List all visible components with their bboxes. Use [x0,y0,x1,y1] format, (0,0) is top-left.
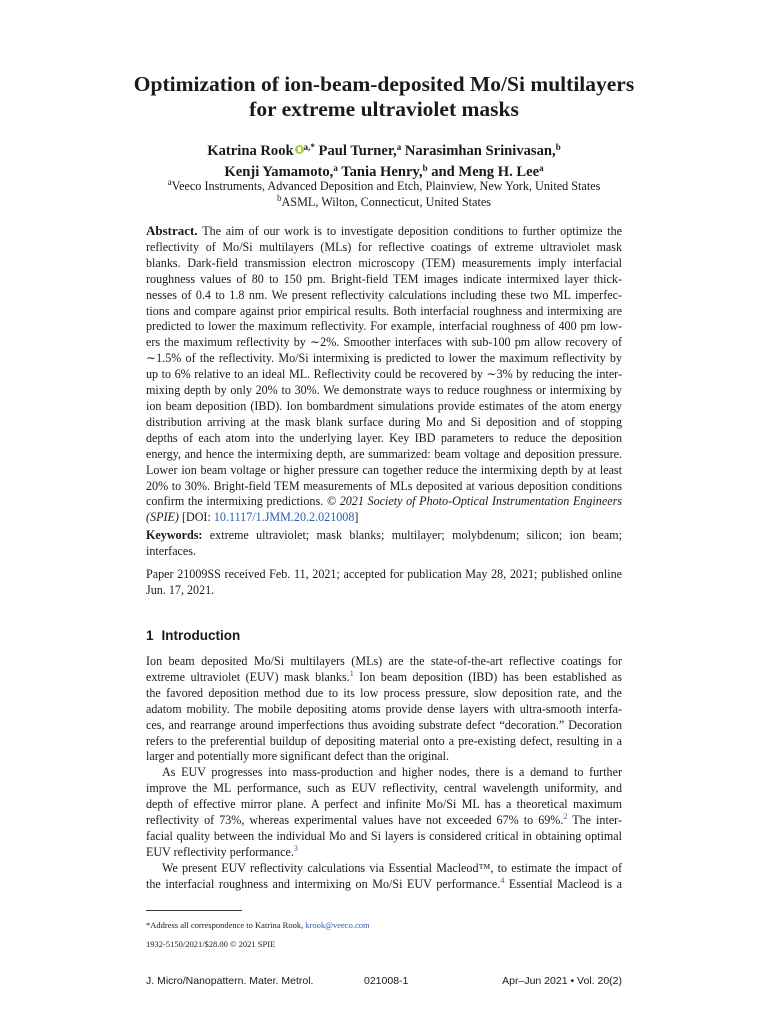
footer-journal: J. Micro/Nanopattern. Mater. Metrol. [146,975,314,987]
abstract-line: Lower ion beam voltage or higher pressure can together reduce the intermixing depth by at least [146,462,622,477]
author-name: Paul Turner, [318,143,397,159]
abstract-line: ers the maximum reflectivity by ∼2%. Smoother interfaces with sub-100 pm allow recovery of [146,335,622,350]
author-name[interactable]: Katrina Rook [207,143,294,159]
footer-page-number: 021008-1 [364,975,409,987]
abstract-line: (SPIE) [DOI: 10.1117/1.JMM.20.2.021008] [146,510,359,525]
abstract-line: ∼1.5% of the reflectivity. Mo/Si intermixing is predicted to lower the maximum reflectivity by [146,351,622,366]
author-list [100,141,668,183]
issn-line: 1932-5150/2021/$28.00 © 2021 SPIE [146,939,276,949]
title-line-2: for extreme ultraviolet masks [249,97,519,121]
keywords-label: Keywords: [146,528,203,542]
abstract-line: reflectivity of Mo/Si multilayers (MLs) for reflective coatings of extreme ultraviolet mask [146,239,622,254]
abstract-line: predicted to lower the maximum reflectivity. For example, interfacial roughness of 400 pm low- [146,319,622,334]
abstract-label: Abstract. [146,223,198,238]
section-title: Introduction [161,628,241,643]
footnote-divider [146,910,242,911]
affiliation-a: $^a$Veeco Instruments, Advanced Deposition and Etch, Plainview, New York, United States [167,177,601,193]
author-affil-mark: b [555,142,561,152]
citation-link[interactable]: 4 [500,875,505,885]
abstract-line: energy, and hence the intermixing depth, are summarized: beam voltage and deposition pressure. [146,446,622,461]
abstract-line: depths of each atom into the underlying layer. Key IBD parameters to reduce the deposition [146,430,622,445]
affiliation-b: $^b$ASML, Wilton, Connecticut, United States [276,193,491,209]
author-affil-mark: b [422,163,428,173]
author-line-1 [100,141,668,162]
abstract-line: roughness values of 80 to 150 pm. Bright-field TEM images indicate intermixed layer thick- [146,271,622,286]
abstract-line: blanks. Dark-field transmission electron microscopy (TEM) measurements imply interfacial [146,255,622,270]
footer-issue: Apr–Jun 2021 • Vol. 20(2) [502,975,622,987]
affiliations [100,178,668,210]
paper-title [100,72,668,122]
author-name: Narasimhan Srinivasan, [404,143,556,159]
abstract-line: mixing depth by only 20% to 30%. We demonstrate ways to reduce roughness or intermixing by [146,383,622,398]
abstract-line: distribution arriving at the mask blank surface during Mo and Si deposition and of stopping [146,414,622,429]
author-affil-mark: a [333,163,338,173]
doi-link[interactable]: 10.1117/1.JMM.20.2.021008 [213,510,355,525]
section-number: 1 [146,628,154,643]
author-name: Kenji Yamamoto, [224,164,334,180]
orcid-icon[interactable] [295,145,304,154]
email-link[interactable]: krook@veeco.com [305,920,370,930]
abstract-line: nesses of 0.4 to 1.8 nm. We present reflectivity calculations including these two ML imperfec- [146,287,622,302]
author-affil-mark: a,* [303,142,315,152]
abstract-line: Abstract. The aim of our work is to investigate deposition conditions to further optimize the [146,223,622,238]
citation-link[interactable]: 3 [293,843,298,853]
abstract-line: tions and compare against prior empirical results. Both interfacial roughness and intermixing are [146,303,622,318]
author-name: and Meng H. Lee [431,164,540,180]
abstract-line: ion beam deposition (IBD). Ion bombardment simulations provide estimates of the atom energy [146,398,622,413]
citation-link[interactable]: 1 [349,668,354,678]
paper-history: Paper 21009SS received Feb. 11, 2021; accepted for publication May 28, 2021; published online Jun. 17, 2021. [146,567,622,597]
keywords: Keywords: extreme ultraviolet; mask blanks; multilayer; molybdenum; silicon; ion beam; interfaces. [146,528,622,558]
introduction-body: Ion beam deposited Mo/Si multilayers (MLs) are the state-of-the-art reflective coatings for extreme ultraviolet (EUV) mask blanks.$^1$ Ion beam deposition (IBD) has been established as the favored deposition method due to its low process pressure, slow deposition rate, and the adatom mobility. The mobile depositing atoms provide dense layers with ultra-smooth interfa- ces, and rearrange around imperfections thus avoiding substrate defect “decoration.” Decoration refers to the preferential buildup of depositing material onto a pre-existing defect, resulting in a larger and potentially more significant defect than the original. As EUV progresses into mass-production and higher nodes, there is a demand to further improve the ML performance, such as EUV reflectivity, central wavelength uniformity, and depth of effective mirror plane. A perfect and infinite Mo/Si ML has a theoretical maximum reflectivity of 73%, whereas experimental values have not exceeded 67% to 69%.$^2$ The inter- facial quality between the individual Mo and Si layers is considered critical in obtaining optimal EUV reflectivity performance.$^3$ We present EUV reflectivity calculations via Essential Macleod™, to estimate the impact of the interfacial roughness and intermixing on Mo/Si EUV performance.$^4$ Essential Macleod is a [146,654,623,891]
title-line-1: Optimization of ion-beam-deposited Mo/Si multilayers [133,72,635,96]
author-name: Tania Henry, [341,164,423,180]
abstract-line: confirm the intermixing predictions. © 2021 Society of Photo-Optical Instrumentation Engineers [146,494,622,509]
author-affil-mark: a [539,163,544,173]
author-affil-mark: a [396,142,402,152]
correspondence-footnote: *Address all correspondence to Katrina Rook, krook@veeco.com [146,920,370,930]
abstract [146,223,622,526]
citation-link[interactable]: 2 [563,812,568,822]
abstract-line: 20% to 30%. Bright-field TEM measurements of MLs deposited at various deposition conditions [146,478,622,493]
copyright-notice: © 2021 Society of Photo-Optical Instrumentation Engineers [326,494,622,509]
abstract-line: up to 6% relative to an ideal ML. Reflectivity could be recovered by ∼3% by reducing the inter- [146,367,622,382]
section-heading [146,628,240,643]
